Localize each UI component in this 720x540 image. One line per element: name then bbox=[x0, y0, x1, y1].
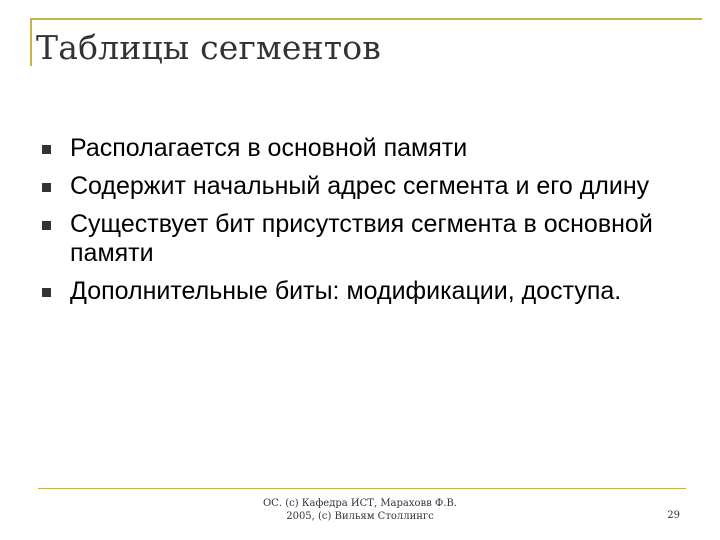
square-bullet-icon bbox=[42, 288, 51, 297]
bullet-item bbox=[40, 210, 705, 268]
footer-rule bbox=[38, 488, 686, 489]
bullet-text: Содержит начальный адрес сегмента и его длину bbox=[70, 172, 650, 200]
bullet-list bbox=[40, 134, 705, 315]
square-bullet-icon bbox=[42, 183, 51, 192]
bullet-item bbox=[40, 172, 705, 201]
title-rule-vertical bbox=[30, 18, 32, 66]
square-bullet-icon bbox=[42, 221, 51, 230]
title-rule-horizontal bbox=[30, 18, 702, 20]
bullet-item bbox=[40, 277, 705, 306]
footer-line-1: ОС. (с) Кафедра ИСТ, Мараховв Ф.В. bbox=[262, 498, 457, 509]
page-number: 29 bbox=[667, 510, 680, 521]
bullet-text: Располагается в основной памяти bbox=[70, 134, 468, 162]
footer-credits bbox=[240, 497, 480, 523]
bullet-text: Дополнительные биты: модификации, доступа. bbox=[70, 277, 622, 305]
bullet-item bbox=[40, 134, 705, 163]
footer-line-2: 2005, (с) Вильям Столлингс bbox=[286, 511, 434, 522]
bullet-text: Существует бит присутствия сегмента в основной памяти bbox=[70, 210, 653, 267]
slide-title: Таблицы сегментов bbox=[36, 28, 382, 67]
square-bullet-icon bbox=[42, 145, 51, 154]
